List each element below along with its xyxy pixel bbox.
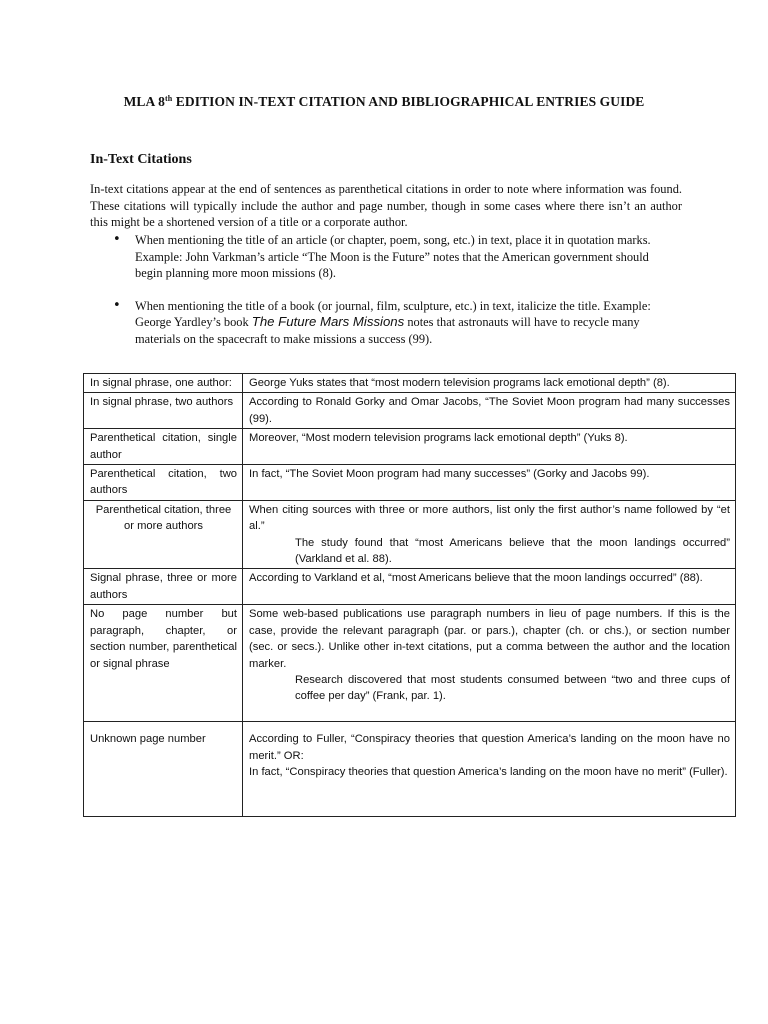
row-label: No page number but paragraph, chapter, or section number, parenthetical or signal phrase xyxy=(84,605,243,722)
table-row xyxy=(84,429,736,465)
citation-table xyxy=(83,373,736,817)
bullet-list xyxy=(113,232,653,347)
page-title xyxy=(0,94,768,110)
table-row xyxy=(84,722,736,817)
table-row xyxy=(84,465,736,501)
row-label: Unknown page number xyxy=(84,722,243,817)
row-label: Parenthetical citation, two authors xyxy=(84,465,243,501)
row-content-text-2: In fact, “Conspiracy theories that question America’s landing on the moon have no merit” (Fuller). xyxy=(249,766,728,779)
row-content: According to Varkland et al, “most Americans believe that the moon landings occurred” (88). xyxy=(243,569,736,605)
row-content-text: When citing sources with three or more authors, list only the first author’s name followed by “et al.” xyxy=(249,503,730,533)
title-rest: EDITION IN-TEXT CITATION AND BIBLIOGRAPHICAL ENTRIES GUIDE xyxy=(172,94,645,109)
row-example: Research discovered that most students consumed between “two and three cups of coffee per day” (Frank, par. 1). xyxy=(295,673,730,703)
bullet-book-text-after: notes that astronauts will have to recycle many materials on the spacecraft to make missions a success (99). xyxy=(135,315,640,346)
row-label: Parenthetical citation, three or more authors xyxy=(84,500,243,569)
row-label: In signal phrase, two authors xyxy=(84,393,243,429)
row-content xyxy=(243,500,736,569)
bullet-article-title: • When mentioning the title of an article (or chapter, poem, song, etc.) in text, place it in quotation marks. Example: John Varkman’s article “The Moon is the Future” notes that the American government should begin planning more moon missions (8). xyxy=(113,232,653,282)
intro-paragraph: In-text citations appear at the end of sentences as parenthetical citations in order to note where information was found. These citations will typically include the author and page number, though in some cases where there isn’t an author this might be a shortened version of a title or a corporate author. xyxy=(90,182,682,229)
row-content xyxy=(243,722,736,817)
bullet-book-text-before: When mentioning the title of a book (or journal, film, sculpture, etc.) in text, italicize the title. Example: George Yardley’s book xyxy=(135,298,651,329)
row-content: George Yuks states that “most modern television programs lack emotional depth” (8). xyxy=(243,374,736,393)
table-row xyxy=(84,500,736,569)
row-example: The study found that “most Americans believe that the moon landings occurred” (Varkland et al. 88). xyxy=(295,536,730,566)
title-superscript: th xyxy=(164,94,173,103)
row-label: Signal phrase, three or more authors xyxy=(84,569,243,605)
row-content: In fact, “The Soviet Moon program had many successes” (Gorky and Jacobs 99). xyxy=(243,465,736,501)
row-content xyxy=(243,605,736,722)
bullet-book-title xyxy=(113,298,653,348)
section-heading: In-Text Citations xyxy=(90,152,192,167)
row-content: According to Ronald Gorky and Omar Jacobs, “The Soviet Moon program had many successes (99). xyxy=(243,393,736,429)
table-row xyxy=(84,393,736,429)
table-row xyxy=(84,569,736,605)
row-label: In signal phrase, one author: xyxy=(84,374,243,393)
row-label: Parenthetical citation, single author xyxy=(84,429,243,465)
row-content-text: According to Fuller, “Conspiracy theories that question America’s landing on the moon have no merit.” OR: xyxy=(249,733,730,762)
title-prefix: MLA 8 xyxy=(123,94,165,109)
row-content: Moreover, “Most modern television programs lack emotional depth” (Yuks 8). xyxy=(243,429,736,465)
book-title: The Future Mars Missions xyxy=(251,314,405,329)
table-row xyxy=(84,374,736,393)
row-content-text: Some web-based publications use paragraph numbers in lieu of page numbers. If this is the case, provide the relevant paragraph (par. or pars.), chapter (ch. or chs.), or section number (sec. or secs.). Unlike other in-text citations, put a comma between the author and the location marker. xyxy=(249,608,730,670)
table-row xyxy=(84,605,736,722)
